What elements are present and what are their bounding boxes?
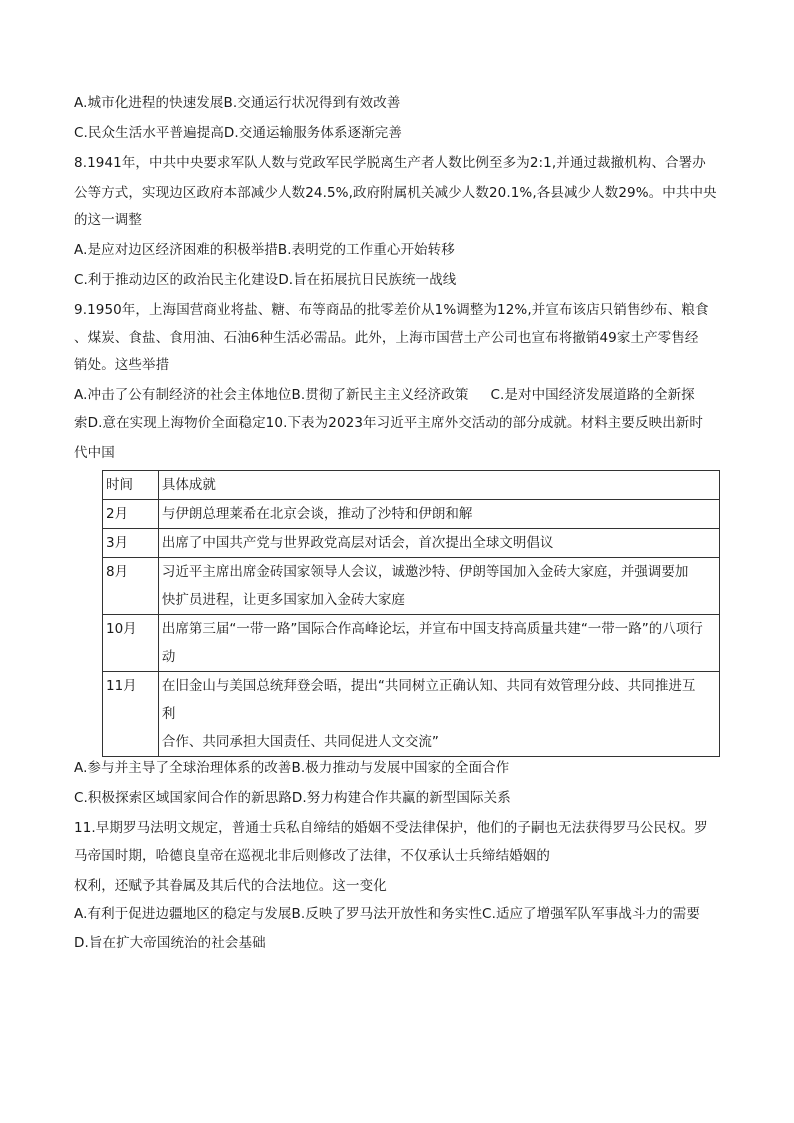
q10-options-cd: C.积极探索区域国家间合作的新思路D.努力构建合作共赢的新型国际关系 [74,790,511,806]
q9-stem-line-3: 销处。这些举措 [74,357,170,373]
row-achievement: 在旧金山与美国总统拜登会晤，提出“共同树立正确认知、共同有效管理分歧、共同推进互 利 合作、共同承担大国责任、共同促进人文交流” [158,672,719,757]
row-month: 11月 [103,672,159,757]
q8-options-ab: A.是应对边区经济困难的积极举措B.表明党的工作重心开始转移 [74,242,455,258]
table-row [103,672,720,757]
row-achievement: 习近平主席出席金砖国家领导人会议，诚邀沙特、伊朗等国加入金砖大家庭，并强调要加 快扩员进程，让更多国家加入金砖大家庭 [158,558,719,615]
row-month: 8月 [103,558,159,615]
header-achievement: 具体成就 [158,471,719,500]
achievement-table [102,470,720,757]
q8-stem-line-3: 的这一调整 [74,212,142,228]
q10-stem-tail: 代中国 [74,445,115,461]
q9-option-c: C.是对中国经济发展道路的全新探 [490,387,695,403]
q11-options-abc: A.有利于促进边疆地区的稳定与发展B.反映了罗马法开放性和务实性C.适应了增强军队军事战斗力的需要 [74,906,700,922]
q9-stem-line-2: 、煤炭、食盐、食用油、石油6种生活必需品。此外，上海市国营土产公司也宣布将撤销49家土产零售经 [74,330,699,346]
q8-stem-line-2: 公等方式，实现边区政府本部减少人数24.5%,政府附属机关减少人数20.1%,各县减少人数29%。中共中央 [74,185,717,201]
q9-options-ab: A.冲击了公有制经济的社会主体地位B.贯彻了新民主主义经济政策 [74,387,469,403]
row-month: 10月 [103,615,159,672]
q9-options-line-1 [74,385,724,405]
table-row [103,529,720,558]
q9-options-line-2: 索D.意在实现上海物价全面稳定10.下表为2023年习近平主席外交活动的部分成就。材料主要反映出新时 [74,415,704,431]
header-month: 时间 [103,471,159,500]
row-achievement: 出席了中国共产党与世界政党高层对话会，首次提出全球文明倡议 [158,529,719,558]
q9-stem-line-1: 9.1950年，上海国营商业将盐、糖、布等商品的批零差价从1%调整为12%,并宣布该店只销售纱布、粮食 [74,302,709,318]
q7-options-ab: A.城市化进程的快速发展B.交通运行状况得到有效改善 [74,95,401,111]
row-achievement: 与伊朗总理莱希在北京会谈，推动了沙特和伊朗和解 [158,500,719,529]
row-month: 2月 [103,500,159,529]
q11-stem-line-3: 权利，还赋予其眷属及其后代的合法地位。这一变化 [74,878,387,894]
q10-options-ab: A.参与并主导了全球治理体系的改善B.极力推动与发展中国家的全面合作 [74,760,510,776]
table-row [103,615,720,672]
row-achievement: 出席第三届“一带一路”国际合作高峰论坛，并宣布中国支持高质量共建“一带一路”的八项行 动 [158,615,719,672]
table-header-row [103,471,720,500]
q11-stem-line-1: 11.早期罗马法明文规定，普通士兵私自缔结的婚姻不受法律保护，他们的子嗣也无法获得罗马公民权。罗 [74,820,708,836]
table-row [103,500,720,529]
q7-options-cd: C.民众生活水平普遍提高D.交通运输服务体系逐渐完善 [74,125,403,141]
q11-option-d: D.旨在扩大帝国统治的社会基础 [74,935,266,951]
q11-stem-line-2: 马帝国时期，哈德良皇帝在巡视北非后则修改了法律，不仅承认士兵缔结婚姻的 [74,848,550,864]
table-row [103,558,720,615]
q8-stem-line-1: 8.1941年，中共中央要求军队人数与党政军民学脱离生产者人数比例至多为2:1,并通过裁撤机构、合署办 [74,155,706,171]
q8-options-cd: C.利于推动边区的政治民主化建设D.旨在拓展抗日民族统一战线 [74,272,457,288]
row-month: 3月 [103,529,159,558]
